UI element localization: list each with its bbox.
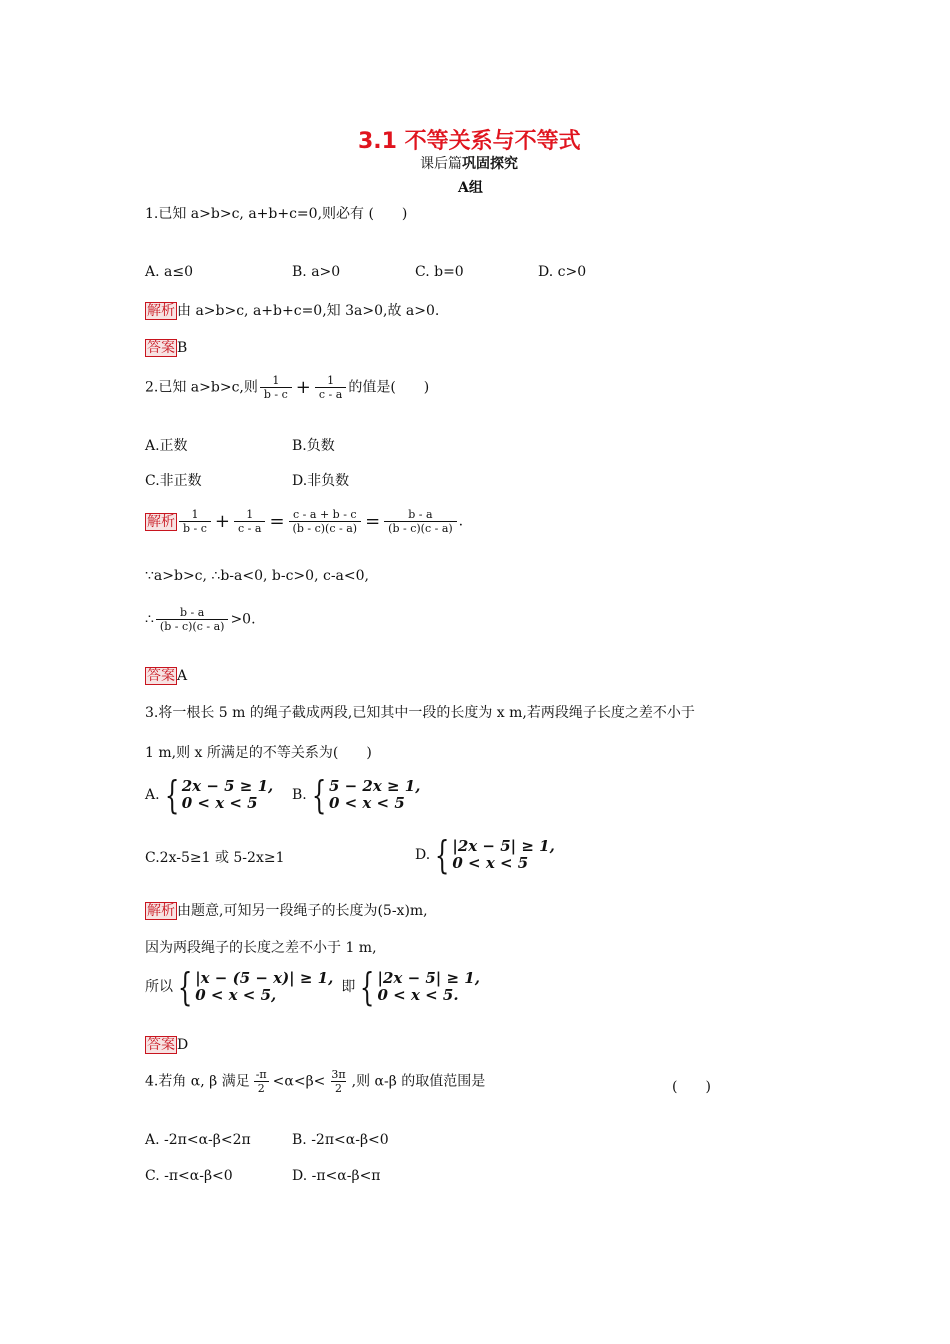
q1-answer-value: B [177, 340, 188, 356]
system-row: 0 < x < 5 [452, 854, 529, 872]
q1-analysis [145, 300, 439, 320]
subtitle-part-b: 巩固探究 [462, 156, 518, 172]
q4-option-d: D. -π<α-β<π [292, 1168, 381, 1184]
q2-analysis-line-2: ∵a>b>c, ∴b-a<0, b-c>0, c-a<0, [145, 568, 369, 584]
fraction-denominator: c - a [315, 387, 346, 401]
q4-option-c: C. -π<α-β<0 [145, 1168, 233, 1184]
q3-analysis-line-3 [145, 965, 480, 1009]
equals-sign: = [269, 511, 285, 532]
analysis-tag: 解析 [147, 303, 175, 319]
q1-option-a: A. a≤0 [145, 264, 193, 280]
fraction-numerator: 1 [191, 508, 199, 521]
q2-stem-post: 的值是( ) [348, 379, 430, 396]
fraction [327, 1068, 349, 1095]
page-title: 3.1 不等关系与不等式 [358, 129, 581, 154]
system-row: |x − (5 − x)| ≥ 1, [195, 969, 334, 987]
analysis-tag: 解析 [147, 513, 175, 530]
fraction-numerator: 3π [331, 1068, 346, 1081]
q2-stem-pre: 2.已知 a>b>c,则 [145, 379, 258, 396]
q3-analysis [145, 900, 428, 920]
q3-answer-value: D [177, 1037, 189, 1053]
q4-answer-paren: ( ) [672, 1079, 711, 1095]
answer-tag: 答案 [147, 1037, 175, 1053]
page-subtitle [420, 153, 518, 173]
q3-option-c: C.2x-5≥1 或 5-2x≥1 [145, 850, 285, 866]
option-label: A. [145, 787, 160, 803]
fraction [179, 508, 211, 535]
equation-system: { 5 − 2x ≥ 1, 0 < x < 5 [311, 773, 421, 817]
q3-analysis-text: 由题意,可知另一段绳子的长度为(5-x)m, [177, 903, 428, 919]
fraction [234, 508, 265, 535]
q2-option-a: A.正数 [145, 438, 188, 454]
q2-analysis-line-3 [145, 606, 256, 633]
fraction-numerator: 1 [327, 374, 335, 387]
question-3-stem-line-2: 1 m,则 x 所满足的不等关系为( ) [145, 745, 372, 761]
q2-line3-post: >0. [230, 611, 256, 628]
fraction-denominator: 2 [254, 1081, 269, 1095]
fraction-denominator: b - c [260, 387, 292, 401]
q3-line3-mid: 即 [341, 979, 356, 995]
question-4-stem [145, 1068, 485, 1095]
q4-option-a: A. -2π<α-β<2π [145, 1132, 251, 1148]
equals-sign: = [365, 511, 381, 532]
q3-line3-pre: 所以 [145, 979, 173, 995]
fraction-denominator: 2 [331, 1081, 346, 1095]
q4-option-b: B. -2π<α-β<0 [292, 1132, 389, 1148]
therefore-sign: ∴ [145, 611, 154, 628]
plus-sign: + [214, 511, 231, 532]
analysis-tag: 解析 [147, 903, 175, 919]
q2-option-d: D.非负数 [292, 473, 350, 489]
fraction-denominator: (b - c)(c - a) [289, 521, 362, 535]
fraction-numerator: -π [255, 1068, 267, 1081]
fraction-numerator: 1 [272, 374, 280, 387]
system-row: 0 < x < 5 [181, 794, 258, 812]
option-label: B. [292, 787, 307, 803]
equation-system: { 2x − 5 ≥ 1, 0 < x < 5 [164, 773, 274, 817]
equation-system: { |x − (5 − x)| ≥ 1, 0 < x < 5, [177, 965, 334, 1009]
fraction-denominator: c - a [234, 521, 265, 535]
question-3-stem-line-1: 3.将一根长 5 m 的绳子截成两段,已知其中一段的长度为 x m,若两段绳子长度之差不小于 [145, 705, 695, 721]
fraction-numerator: 1 [246, 508, 254, 521]
fraction [384, 508, 457, 535]
answer-tag: 答案 [147, 668, 175, 684]
system-row: 0 < x < 5 [328, 794, 405, 812]
fraction-denominator: b - c [179, 521, 211, 535]
q3-analysis-line-2: 因为两段绳子的长度之差不小于 1 m, [145, 940, 377, 956]
fraction-numerator: b - a [180, 606, 205, 619]
q1-analysis-text: 由 a>b>c, a+b+c=0,知 3a>0,故 a>0. [177, 303, 440, 319]
q3-option-b [292, 773, 421, 817]
q1-answer [145, 337, 187, 357]
question-1-stem: 1.已知 a>b>c, a+b+c=0,则必有 ( ) [145, 206, 408, 222]
q1-option-b: B. a>0 [292, 264, 341, 280]
plus-sign: + [295, 377, 311, 398]
fraction-denominator: (b - c)(c - a) [384, 521, 457, 535]
equation-system: { |2x − 5| ≥ 1, 0 < x < 5 [435, 833, 555, 877]
group-heading: A组 [458, 180, 483, 196]
equation-system: { |2x − 5| ≥ 1, 0 < x < 5. [360, 965, 480, 1009]
fraction [289, 508, 362, 535]
q3-option-d [415, 833, 555, 877]
q2-option-c: C.非正数 [145, 473, 202, 489]
fraction-numerator: c - a + b - c [293, 508, 357, 521]
system-row: 0 < x < 5, [195, 986, 277, 1004]
fraction [315, 374, 346, 401]
system-row: |2x − 5| ≥ 1, [452, 837, 555, 855]
q2-answer [145, 665, 187, 685]
q1-option-c: C. b=0 [415, 264, 464, 280]
fraction-numerator: b - a [408, 508, 433, 521]
fraction-denominator: (b - c)(c - a) [156, 619, 229, 633]
subtitle-part-a: 课后篇 [420, 156, 462, 172]
q2-answer-value: A [177, 668, 188, 684]
q4-stem-mid: <α<β< [272, 1073, 326, 1090]
option-label: D. [415, 847, 431, 863]
fraction [156, 606, 229, 633]
system-row: 0 < x < 5. [377, 986, 459, 1004]
system-row: 5 − 2x ≥ 1, [328, 777, 421, 795]
q4-stem-pre: 4.若角 α, β 满足 [145, 1073, 250, 1090]
period: . [458, 513, 464, 530]
q2-analysis [145, 508, 463, 535]
answer-tag: 答案 [147, 340, 175, 356]
fraction [260, 374, 292, 401]
fraction [252, 1068, 271, 1095]
q3-answer [145, 1034, 188, 1054]
system-row: 2x − 5 ≥ 1, [181, 777, 274, 795]
question-2-stem [145, 374, 429, 401]
system-row: |2x − 5| ≥ 1, [377, 969, 480, 987]
q3-option-a [145, 773, 274, 817]
q2-option-b: B.负数 [292, 438, 335, 454]
q1-option-d: D. c>0 [538, 264, 587, 280]
q4-stem-post: ,则 α-β 的取值范围是 [351, 1073, 486, 1090]
